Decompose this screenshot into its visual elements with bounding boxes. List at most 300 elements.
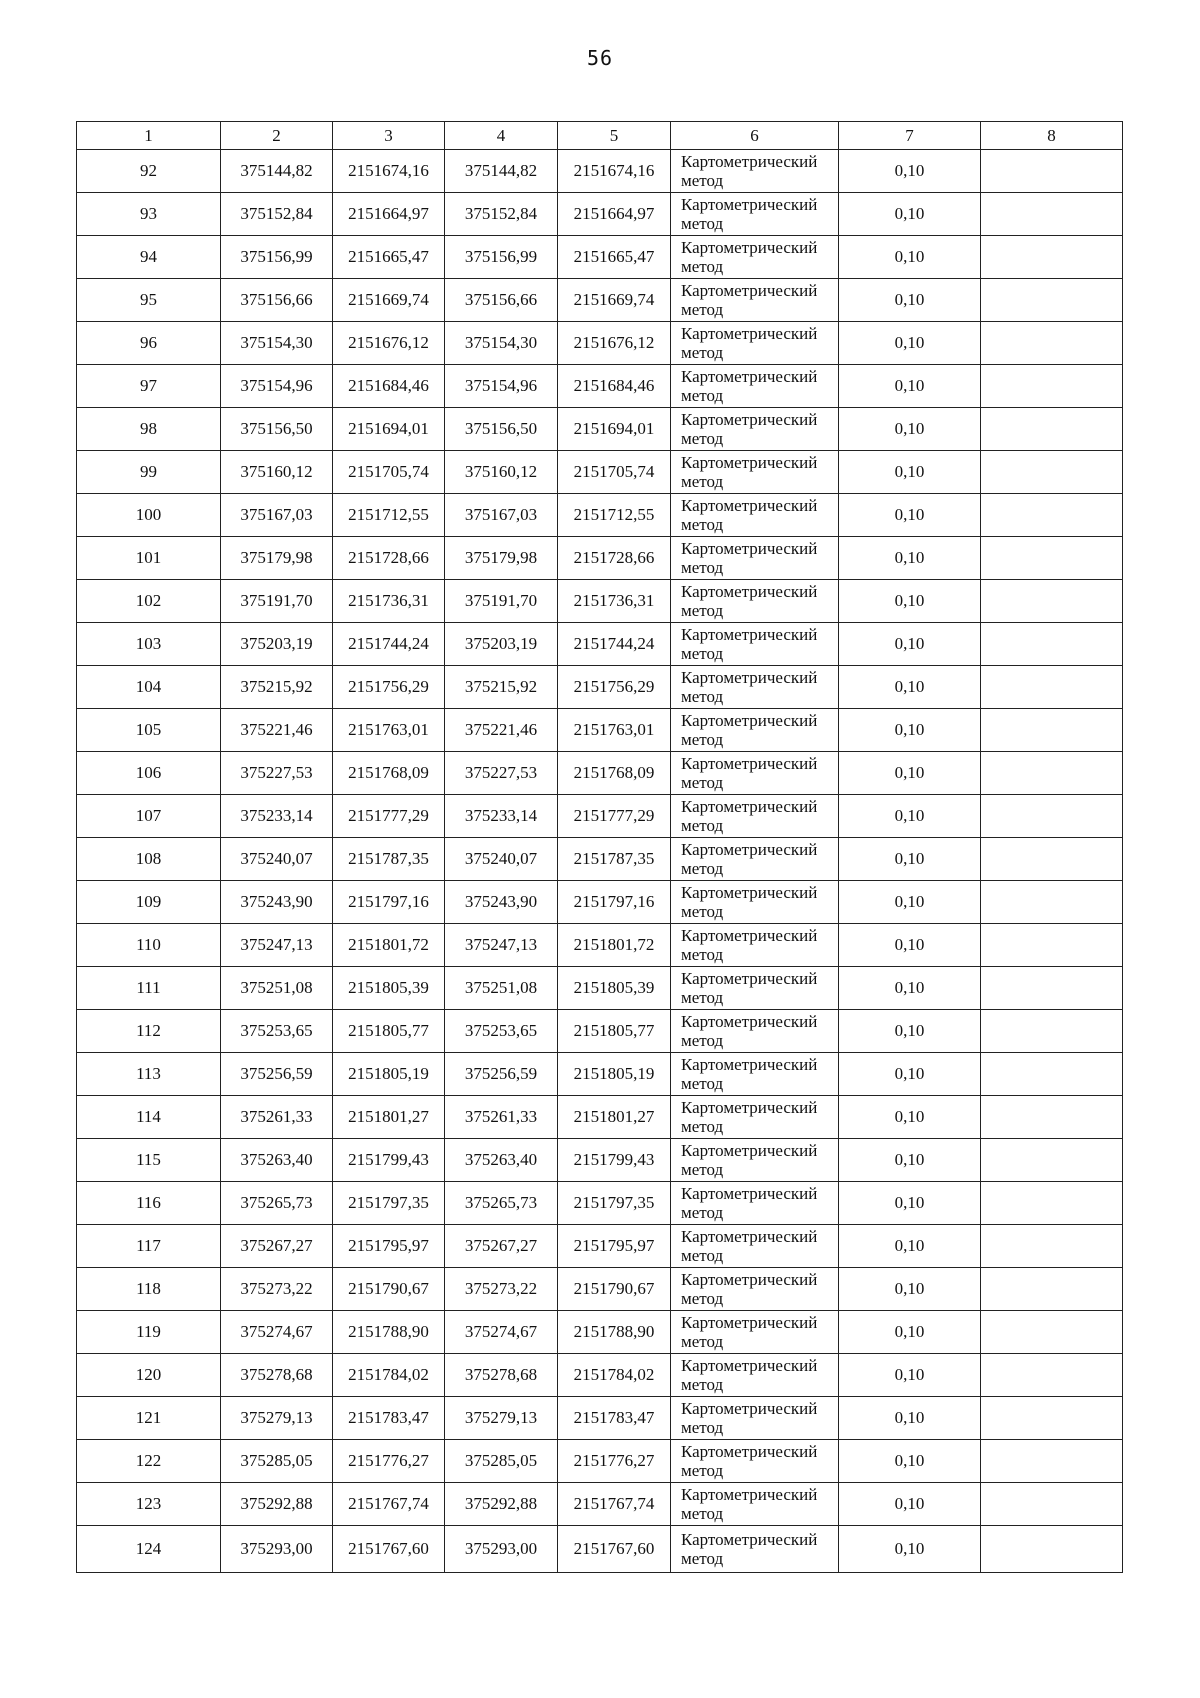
method-line-1: Картометрический (681, 840, 818, 859)
method-line-1: Картометрический (681, 797, 818, 816)
x-coordinate-cell: 375154,96 (445, 365, 558, 408)
y-coordinate-cell: 2151799,43 (333, 1139, 445, 1182)
method-line-2: метод (681, 515, 724, 534)
table-row (77, 451, 1123, 494)
note-cell (981, 1053, 1123, 1096)
x-coordinate-cell: 375203,19 (445, 623, 558, 666)
method-line-2: метод (681, 1117, 724, 1136)
table-row (77, 1526, 1123, 1573)
accuracy-cell: 0,10 (839, 236, 981, 279)
note-cell (981, 150, 1123, 193)
y-coordinate-cell: 2151665,47 (558, 236, 671, 279)
column-header-4: 4 (445, 122, 558, 150)
method-line-1: Картометрический (681, 1012, 818, 1031)
table-row (77, 1483, 1123, 1526)
accuracy-cell: 0,10 (839, 1225, 981, 1268)
accuracy-cell: 0,10 (839, 1311, 981, 1354)
method-line-1: Картометрический (681, 582, 818, 601)
header-row (77, 122, 1123, 150)
method-cell (671, 537, 839, 580)
method-line-1: Картометрический (681, 1270, 818, 1289)
y-coordinate-cell: 2151805,77 (558, 1010, 671, 1053)
table-row (77, 1182, 1123, 1225)
y-coordinate-cell: 2151736,31 (333, 580, 445, 623)
note-cell (981, 967, 1123, 1010)
method-line-2: метод (681, 171, 724, 190)
x-coordinate-cell: 375247,13 (445, 924, 558, 967)
method-line-2: метод (681, 988, 724, 1007)
method-line-1: Картометрический (681, 238, 818, 257)
x-coordinate-cell: 375278,68 (445, 1354, 558, 1397)
method-cell (671, 881, 839, 924)
y-coordinate-cell: 2151776,27 (558, 1440, 671, 1483)
point-number-cell: 98 (77, 408, 221, 451)
x-coordinate-cell: 375156,66 (445, 279, 558, 322)
accuracy-cell: 0,10 (839, 795, 981, 838)
y-coordinate-cell: 2151777,29 (333, 795, 445, 838)
x-coordinate-cell: 375279,13 (221, 1397, 333, 1440)
method-line-1: Картометрический (681, 625, 818, 644)
note-cell (981, 1139, 1123, 1182)
y-coordinate-cell: 2151795,97 (558, 1225, 671, 1268)
table-row (77, 1311, 1123, 1354)
accuracy-cell: 0,10 (839, 1010, 981, 1053)
method-cell (671, 623, 839, 666)
accuracy-cell: 0,10 (839, 1440, 981, 1483)
method-line-2: метод (681, 1375, 724, 1394)
note-cell (981, 537, 1123, 580)
x-coordinate-cell: 375285,05 (445, 1440, 558, 1483)
table-row (77, 150, 1123, 193)
table-row (77, 365, 1123, 408)
method-cell (671, 1182, 839, 1225)
table-row (77, 967, 1123, 1010)
method-cell (671, 1311, 839, 1354)
method-cell (671, 236, 839, 279)
y-coordinate-cell: 2151801,27 (558, 1096, 671, 1139)
note-cell (981, 236, 1123, 279)
x-coordinate-cell: 375263,40 (445, 1139, 558, 1182)
point-number-cell: 120 (77, 1354, 221, 1397)
x-coordinate-cell: 375160,12 (445, 451, 558, 494)
note-cell (981, 193, 1123, 236)
y-coordinate-cell: 2151676,12 (558, 322, 671, 365)
method-cell (671, 150, 839, 193)
method-line-2: метод (681, 945, 724, 964)
method-cell (671, 752, 839, 795)
note-cell (981, 494, 1123, 537)
y-coordinate-cell: 2151788,90 (558, 1311, 671, 1354)
method-line-2: метод (681, 644, 724, 663)
point-number-cell: 109 (77, 881, 221, 924)
x-coordinate-cell: 375251,08 (445, 967, 558, 1010)
method-line-2: метод (681, 343, 724, 362)
table-row (77, 623, 1123, 666)
x-coordinate-cell: 375261,33 (445, 1096, 558, 1139)
y-coordinate-cell: 2151776,27 (333, 1440, 445, 1483)
y-coordinate-cell: 2151744,24 (333, 623, 445, 666)
point-number-cell: 111 (77, 967, 221, 1010)
y-coordinate-cell: 2151694,01 (558, 408, 671, 451)
method-line-2: метод (681, 1418, 724, 1437)
x-coordinate-cell: 375256,59 (221, 1053, 333, 1096)
note-cell (981, 365, 1123, 408)
method-line-2: метод (681, 1549, 724, 1568)
y-coordinate-cell: 2151801,27 (333, 1096, 445, 1139)
point-number-cell: 114 (77, 1096, 221, 1139)
y-coordinate-cell: 2151669,74 (558, 279, 671, 322)
note-cell (981, 924, 1123, 967)
method-line-1: Картометрический (681, 969, 818, 988)
table-row (77, 1397, 1123, 1440)
y-coordinate-cell: 2151787,35 (558, 838, 671, 881)
note-cell (981, 838, 1123, 881)
method-cell (671, 408, 839, 451)
y-coordinate-cell: 2151777,29 (558, 795, 671, 838)
x-coordinate-cell: 375227,53 (445, 752, 558, 795)
x-coordinate-cell: 375221,46 (221, 709, 333, 752)
method-cell (671, 795, 839, 838)
table-row (77, 709, 1123, 752)
column-header-3: 3 (333, 122, 445, 150)
point-number-cell: 103 (77, 623, 221, 666)
y-coordinate-cell: 2151712,55 (558, 494, 671, 537)
method-line-2: метод (681, 816, 724, 835)
method-cell (671, 924, 839, 967)
x-coordinate-cell: 375292,88 (221, 1483, 333, 1526)
x-coordinate-cell: 375279,13 (445, 1397, 558, 1440)
method-cell (671, 365, 839, 408)
method-line-1: Картометрический (681, 668, 818, 687)
accuracy-cell: 0,10 (839, 494, 981, 537)
column-header-5: 5 (558, 122, 671, 150)
accuracy-cell: 0,10 (839, 1053, 981, 1096)
table-row (77, 795, 1123, 838)
method-line-1: Картометрический (681, 1356, 818, 1375)
x-coordinate-cell: 375144,82 (221, 150, 333, 193)
y-coordinate-cell: 2151767,74 (558, 1483, 671, 1526)
method-line-1: Картометрический (681, 152, 818, 171)
y-coordinate-cell: 2151767,74 (333, 1483, 445, 1526)
y-coordinate-cell: 2151674,16 (333, 150, 445, 193)
point-number-cell: 113 (77, 1053, 221, 1096)
y-coordinate-cell: 2151705,74 (333, 451, 445, 494)
x-coordinate-cell: 375265,73 (445, 1182, 558, 1225)
note-cell (981, 1225, 1123, 1268)
method-line-1: Картометрический (681, 1055, 818, 1074)
x-coordinate-cell: 375215,92 (445, 666, 558, 709)
x-coordinate-cell: 375240,07 (221, 838, 333, 881)
note-cell (981, 1311, 1123, 1354)
method-line-2: метод (681, 601, 724, 620)
x-coordinate-cell: 375233,14 (445, 795, 558, 838)
x-coordinate-cell: 375253,65 (221, 1010, 333, 1053)
note-cell (981, 279, 1123, 322)
y-coordinate-cell: 2151784,02 (333, 1354, 445, 1397)
table-row (77, 537, 1123, 580)
accuracy-cell: 0,10 (839, 752, 981, 795)
note-cell (981, 881, 1123, 924)
y-coordinate-cell: 2151790,67 (558, 1268, 671, 1311)
method-line-2: метод (681, 1461, 724, 1480)
table-row (77, 1354, 1123, 1397)
point-number-cell: 119 (77, 1311, 221, 1354)
point-number-cell: 122 (77, 1440, 221, 1483)
note-cell (981, 1526, 1123, 1573)
method-cell (671, 1010, 839, 1053)
table-row (77, 1225, 1123, 1268)
method-line-2: метод (681, 1074, 724, 1093)
coordinates-table (76, 121, 1123, 1573)
table-row (77, 1010, 1123, 1053)
column-header-1: 1 (77, 122, 221, 150)
accuracy-cell: 0,10 (839, 279, 981, 322)
method-cell (671, 967, 839, 1010)
note-cell (981, 1096, 1123, 1139)
method-cell (671, 494, 839, 537)
y-coordinate-cell: 2151694,01 (333, 408, 445, 451)
x-coordinate-cell: 375156,99 (221, 236, 333, 279)
x-coordinate-cell: 375256,59 (445, 1053, 558, 1096)
method-cell (671, 1526, 839, 1573)
point-number-cell: 100 (77, 494, 221, 537)
y-coordinate-cell: 2151768,09 (333, 752, 445, 795)
x-coordinate-cell: 375203,19 (221, 623, 333, 666)
x-coordinate-cell: 375221,46 (445, 709, 558, 752)
table-row (77, 193, 1123, 236)
x-coordinate-cell: 375191,70 (221, 580, 333, 623)
y-coordinate-cell: 2151674,16 (558, 150, 671, 193)
x-coordinate-cell: 375273,22 (221, 1268, 333, 1311)
y-coordinate-cell: 2151801,72 (558, 924, 671, 967)
y-coordinate-cell: 2151728,66 (558, 537, 671, 580)
note-cell (981, 752, 1123, 795)
method-line-2: метод (681, 300, 724, 319)
point-number-cell: 118 (77, 1268, 221, 1311)
y-coordinate-cell: 2151763,01 (558, 709, 671, 752)
accuracy-cell: 0,10 (839, 451, 981, 494)
method-line-2: метод (681, 1332, 724, 1351)
y-coordinate-cell: 2151805,39 (558, 967, 671, 1010)
x-coordinate-cell: 375267,27 (221, 1225, 333, 1268)
point-number-cell: 102 (77, 580, 221, 623)
method-cell (671, 709, 839, 752)
x-coordinate-cell: 375152,84 (445, 193, 558, 236)
x-coordinate-cell: 375167,03 (221, 494, 333, 537)
y-coordinate-cell: 2151767,60 (333, 1526, 445, 1573)
method-line-1: Картометрический (681, 1141, 818, 1160)
y-coordinate-cell: 2151805,39 (333, 967, 445, 1010)
column-header-6: 6 (671, 122, 839, 150)
point-number-cell: 104 (77, 666, 221, 709)
accuracy-cell: 0,10 (839, 1397, 981, 1440)
point-number-cell: 108 (77, 838, 221, 881)
x-coordinate-cell: 375285,05 (221, 1440, 333, 1483)
accuracy-cell: 0,10 (839, 408, 981, 451)
table-row (77, 494, 1123, 537)
accuracy-cell: 0,10 (839, 623, 981, 666)
x-coordinate-cell: 375156,66 (221, 279, 333, 322)
method-cell (671, 1354, 839, 1397)
y-coordinate-cell: 2151790,67 (333, 1268, 445, 1311)
method-cell (671, 1139, 839, 1182)
y-coordinate-cell: 2151797,35 (558, 1182, 671, 1225)
x-coordinate-cell: 375243,90 (445, 881, 558, 924)
method-line-1: Картометрический (681, 1485, 818, 1504)
x-coordinate-cell: 375154,96 (221, 365, 333, 408)
table-row (77, 881, 1123, 924)
accuracy-cell: 0,10 (839, 924, 981, 967)
y-coordinate-cell: 2151797,16 (558, 881, 671, 924)
note-cell (981, 1182, 1123, 1225)
x-coordinate-cell: 375247,13 (221, 924, 333, 967)
method-line-2: метод (681, 1289, 724, 1308)
method-line-2: метод (681, 1246, 724, 1265)
method-cell (671, 279, 839, 322)
x-coordinate-cell: 375233,14 (221, 795, 333, 838)
y-coordinate-cell: 2151797,35 (333, 1182, 445, 1225)
table-row (77, 1268, 1123, 1311)
y-coordinate-cell: 2151787,35 (333, 838, 445, 881)
method-line-1: Картометрический (681, 281, 818, 300)
page-number: 56 (586, 46, 614, 70)
method-line-1: Картометрический (681, 1184, 818, 1203)
x-coordinate-cell: 375251,08 (221, 967, 333, 1010)
note-cell (981, 666, 1123, 709)
note-cell (981, 1354, 1123, 1397)
accuracy-cell: 0,10 (839, 1182, 981, 1225)
method-line-2: метод (681, 429, 724, 448)
table-header (77, 122, 1123, 150)
method-line-1: Картометрический (681, 453, 818, 472)
x-coordinate-cell: 375263,40 (221, 1139, 333, 1182)
method-cell (671, 322, 839, 365)
x-coordinate-cell: 375179,98 (445, 537, 558, 580)
y-coordinate-cell: 2151756,29 (558, 666, 671, 709)
point-number-cell: 105 (77, 709, 221, 752)
x-coordinate-cell: 375227,53 (221, 752, 333, 795)
method-cell (671, 1096, 839, 1139)
x-coordinate-cell: 375267,27 (445, 1225, 558, 1268)
method-line-1: Картометрический (681, 367, 818, 386)
note-cell (981, 322, 1123, 365)
point-number-cell: 106 (77, 752, 221, 795)
y-coordinate-cell: 2151805,19 (558, 1053, 671, 1096)
method-line-2: метод (681, 472, 724, 491)
note-cell (981, 1440, 1123, 1483)
point-number-cell: 110 (77, 924, 221, 967)
x-coordinate-cell: 375274,67 (221, 1311, 333, 1354)
method-line-1: Картометрический (681, 1227, 818, 1246)
x-coordinate-cell: 375156,50 (445, 408, 558, 451)
y-coordinate-cell: 2151665,47 (333, 236, 445, 279)
note-cell (981, 623, 1123, 666)
method-line-1: Картометрический (681, 496, 818, 515)
accuracy-cell: 0,10 (839, 1354, 981, 1397)
x-coordinate-cell: 375152,84 (221, 193, 333, 236)
y-coordinate-cell: 2151712,55 (333, 494, 445, 537)
x-coordinate-cell: 375154,30 (221, 322, 333, 365)
y-coordinate-cell: 2151788,90 (333, 1311, 445, 1354)
column-header-8: 8 (981, 122, 1123, 150)
y-coordinate-cell: 2151736,31 (558, 580, 671, 623)
table-row (77, 666, 1123, 709)
x-coordinate-cell: 375156,50 (221, 408, 333, 451)
y-coordinate-cell: 2151805,77 (333, 1010, 445, 1053)
point-number-cell: 107 (77, 795, 221, 838)
method-cell (671, 580, 839, 623)
y-coordinate-cell: 2151783,47 (558, 1397, 671, 1440)
y-coordinate-cell: 2151797,16 (333, 881, 445, 924)
x-coordinate-cell: 375274,67 (445, 1311, 558, 1354)
y-coordinate-cell: 2151664,97 (333, 193, 445, 236)
accuracy-cell: 0,10 (839, 666, 981, 709)
accuracy-cell: 0,10 (839, 150, 981, 193)
point-number-cell: 99 (77, 451, 221, 494)
method-cell (671, 838, 839, 881)
y-coordinate-cell: 2151684,46 (333, 365, 445, 408)
point-number-cell: 112 (77, 1010, 221, 1053)
y-coordinate-cell: 2151676,12 (333, 322, 445, 365)
y-coordinate-cell: 2151756,29 (333, 666, 445, 709)
note-cell (981, 451, 1123, 494)
table-row (77, 580, 1123, 623)
accuracy-cell: 0,10 (839, 1268, 981, 1311)
x-coordinate-cell: 375292,88 (445, 1483, 558, 1526)
note-cell (981, 408, 1123, 451)
method-line-1: Картометрический (681, 711, 818, 730)
table-row (77, 408, 1123, 451)
y-coordinate-cell: 2151669,74 (333, 279, 445, 322)
method-line-2: метод (681, 730, 724, 749)
y-coordinate-cell: 2151783,47 (333, 1397, 445, 1440)
point-number-cell: 123 (77, 1483, 221, 1526)
table-row (77, 1440, 1123, 1483)
method-line-2: метод (681, 214, 724, 233)
method-line-1: Картометрический (681, 1399, 818, 1418)
method-line-2: метод (681, 1203, 724, 1222)
accuracy-cell: 0,10 (839, 580, 981, 623)
point-number-cell: 93 (77, 193, 221, 236)
accuracy-cell: 0,10 (839, 1139, 981, 1182)
x-coordinate-cell: 375261,33 (221, 1096, 333, 1139)
accuracy-cell: 0,10 (839, 322, 981, 365)
method-cell (671, 1053, 839, 1096)
y-coordinate-cell: 2151763,01 (333, 709, 445, 752)
accuracy-cell: 0,10 (839, 709, 981, 752)
x-coordinate-cell: 375144,82 (445, 150, 558, 193)
method-line-1: Картометрический (681, 1098, 818, 1117)
x-coordinate-cell: 375278,68 (221, 1354, 333, 1397)
method-line-2: метод (681, 687, 724, 706)
accuracy-cell: 0,10 (839, 1526, 981, 1573)
method-cell (671, 1397, 839, 1440)
method-cell (671, 1483, 839, 1526)
table-row (77, 1139, 1123, 1182)
accuracy-cell: 0,10 (839, 838, 981, 881)
method-cell (671, 1225, 839, 1268)
x-coordinate-cell: 375215,92 (221, 666, 333, 709)
y-coordinate-cell: 2151805,19 (333, 1053, 445, 1096)
x-coordinate-cell: 375240,07 (445, 838, 558, 881)
y-coordinate-cell: 2151767,60 (558, 1526, 671, 1573)
table-row (77, 322, 1123, 365)
accuracy-cell: 0,10 (839, 967, 981, 1010)
method-line-1: Картометрический (681, 195, 818, 214)
method-line-2: метод (681, 1031, 724, 1050)
note-cell (981, 1483, 1123, 1526)
method-line-2: метод (681, 558, 724, 577)
